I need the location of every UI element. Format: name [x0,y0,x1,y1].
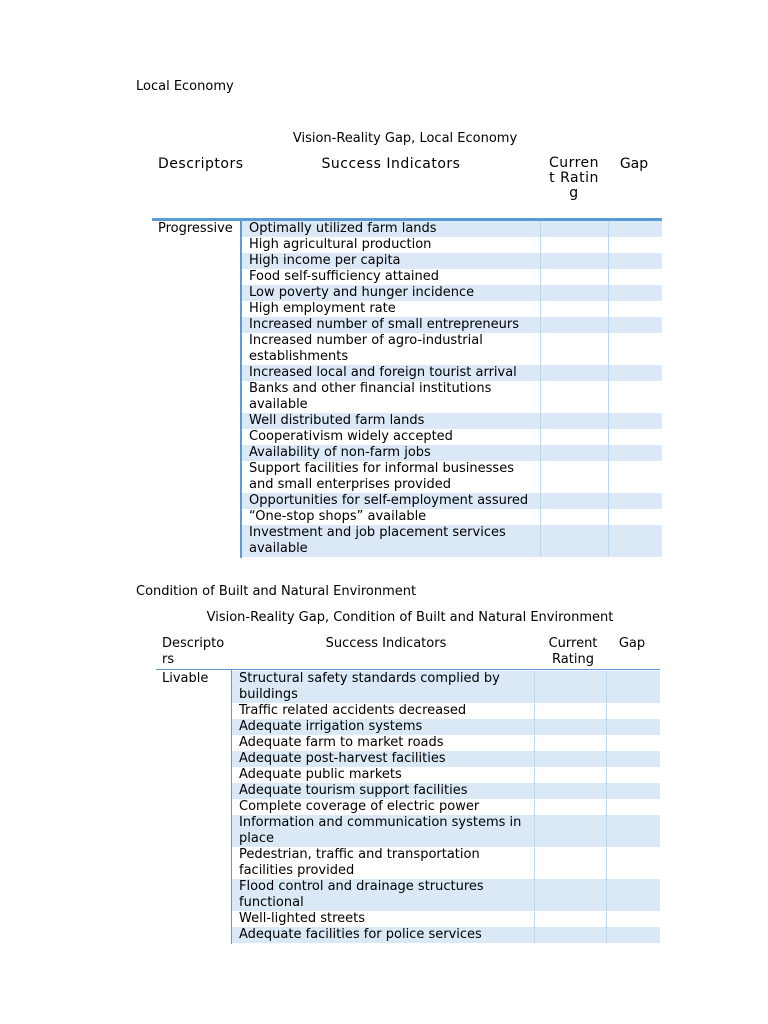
table-row [232,671,660,703]
rating-cell [534,815,606,847]
table-row [242,237,662,253]
indicator-cell: Opportunities for self-employment assured [249,493,529,508]
gap-cell [606,703,660,719]
rating-cell [534,719,606,735]
table1-body [242,221,662,557]
rating-cell [540,461,608,493]
table-row [232,911,660,927]
gap-cell [608,493,662,509]
rating-cell [540,493,608,509]
rating-cell [534,783,606,799]
rating-cell [540,301,608,317]
table-row [232,735,660,751]
table-row [232,783,660,799]
rating-cell [534,927,606,943]
table-row [242,285,662,301]
indicator-cell: Increased number of agro-industrial establishments [249,333,483,364]
indicator-cell: Increased local and foreign tourist arrival [249,365,517,380]
table1-caption: Vision-Reality Gap, Local Economy [292,131,518,146]
table2-body [232,671,660,943]
table2-header-descriptors: Descriptors [162,636,225,667]
rating-cell [534,671,606,703]
table-row [242,509,662,525]
gap-cell [606,815,660,847]
table1-header-gap: Gap [619,156,649,172]
table-row [242,413,662,429]
section-title-local-economy: Local Economy [136,79,234,94]
gap-cell [608,269,662,285]
table2-header-rating: Current Rating [548,636,598,667]
rating-cell [540,221,608,237]
table1-header-rating: Current Rating [548,155,600,201]
gap-cell [608,221,662,237]
table2-header-gap: Gap [618,636,646,651]
table2-descriptor: Livable [162,671,209,686]
table-row [242,221,662,237]
rating-cell [534,911,606,927]
indicator-cell: Cooperativism widely accepted [249,429,453,444]
indicator-cell: Structural safety standards complied by buildings [239,671,500,702]
rating-cell [540,285,608,301]
indicator-cell: Adequate tourism support facilities [239,783,468,798]
table-row [232,879,660,911]
gap-cell [606,751,660,767]
table2-caption: Vision-Reality Gap, Condition of Built and Natural Environment [206,610,614,625]
table1-header-indicators: Success Indicators [321,156,461,172]
indicator-cell: Food self-sufficiency attained [249,269,440,284]
table-row [232,847,660,879]
indicator-cell: Optimally utilized farm lands [249,221,437,236]
table1-descriptor-cell [152,221,242,558]
indicator-cell: Flood control and drainage structures functional [239,879,484,910]
gap-cell [608,237,662,253]
indicator-cell: High agricultural production [249,237,432,252]
table-row [242,381,662,413]
table-row [242,301,662,317]
indicator-cell: Adequate post-harvest facilities [239,751,446,766]
indicator-cell: Information and communication systems in place [239,815,522,846]
table-row [242,525,662,557]
table-row [242,317,662,333]
indicator-cell: Well-lighted streets [239,911,365,926]
table2-header-indicators: Success Indicators [325,636,447,651]
rating-cell [534,751,606,767]
table2-descriptor-cell [156,670,232,944]
gap-cell [606,799,660,815]
section-title-environment: Condition of Built and Natural Environment [136,584,417,599]
table1-descriptor: Progressive [158,221,233,236]
indicator-cell: Well distributed farm lands [249,413,425,428]
gap-cell [606,847,660,879]
indicator-cell: Support facilities for informal businesses and small enterprises provided [249,461,514,492]
gap-cell [606,671,660,703]
gap-cell [606,927,660,943]
table1-header-descriptors: Descriptors [158,156,244,172]
gap-cell [608,317,662,333]
rating-cell [534,799,606,815]
table-row [242,253,662,269]
gap-cell [606,879,660,911]
gap-cell [608,381,662,413]
indicator-cell: Adequate irrigation systems [239,719,423,734]
indicator-cell: Traffic related accidents decreased [239,703,467,718]
rating-cell [534,703,606,719]
indicator-cell: Pedestrian, traffic and transportation facilities provided [239,847,480,878]
table-row [242,365,662,381]
indicator-cell: Investment and job placement services available [249,525,506,556]
rating-cell [540,365,608,381]
rating-cell [540,269,608,285]
gap-cell [608,461,662,493]
table-row [242,429,662,445]
table-row [232,927,660,943]
gap-cell [608,253,662,269]
table-row [242,333,662,365]
indicator-cell: Adequate public markets [239,767,402,782]
gap-cell [606,783,660,799]
rating-cell [540,381,608,413]
indicator-cell: Adequate facilities for police services [239,927,482,942]
table-row [242,269,662,285]
indicator-cell: Banks and other financial institutions available [249,381,492,412]
gap-cell [608,301,662,317]
gap-cell [606,719,660,735]
rating-cell [540,317,608,333]
rating-cell [540,445,608,461]
rating-cell [534,879,606,911]
table-row [232,799,660,815]
table-row [242,461,662,493]
gap-cell [606,767,660,783]
rating-cell [540,237,608,253]
indicator-cell: Increased number of small entrepreneurs [249,317,519,332]
table-row [232,751,660,767]
indicator-cell: Availability of non-farm jobs [249,445,431,460]
table-row [242,445,662,461]
rating-cell [534,767,606,783]
table-row [232,815,660,847]
table-row [232,767,660,783]
gap-cell [608,365,662,381]
indicator-cell: Complete coverage of electric power [239,799,480,814]
gap-cell [608,509,662,525]
gap-cell [608,285,662,301]
indicator-cell: High employment rate [249,301,396,316]
rating-cell [540,333,608,365]
indicator-cell: Adequate farm to market roads [239,735,444,750]
gap-cell [606,911,660,927]
gap-cell [606,735,660,751]
gap-cell [608,413,662,429]
table-row [232,703,660,719]
gap-cell [608,445,662,461]
indicator-cell: “One-stop shops” available [249,509,427,524]
table-row [242,493,662,509]
rating-cell [534,735,606,751]
gap-cell [608,429,662,445]
indicator-cell: Low poverty and hunger incidence [249,285,475,300]
rating-cell [540,429,608,445]
gap-cell [608,333,662,365]
gap-cell [608,525,662,557]
rating-cell [540,253,608,269]
rating-cell [540,413,608,429]
rating-cell [534,847,606,879]
rating-cell [540,509,608,525]
indicator-cell: High income per capita [249,253,401,268]
rating-cell [540,525,608,557]
table-row [232,719,660,735]
